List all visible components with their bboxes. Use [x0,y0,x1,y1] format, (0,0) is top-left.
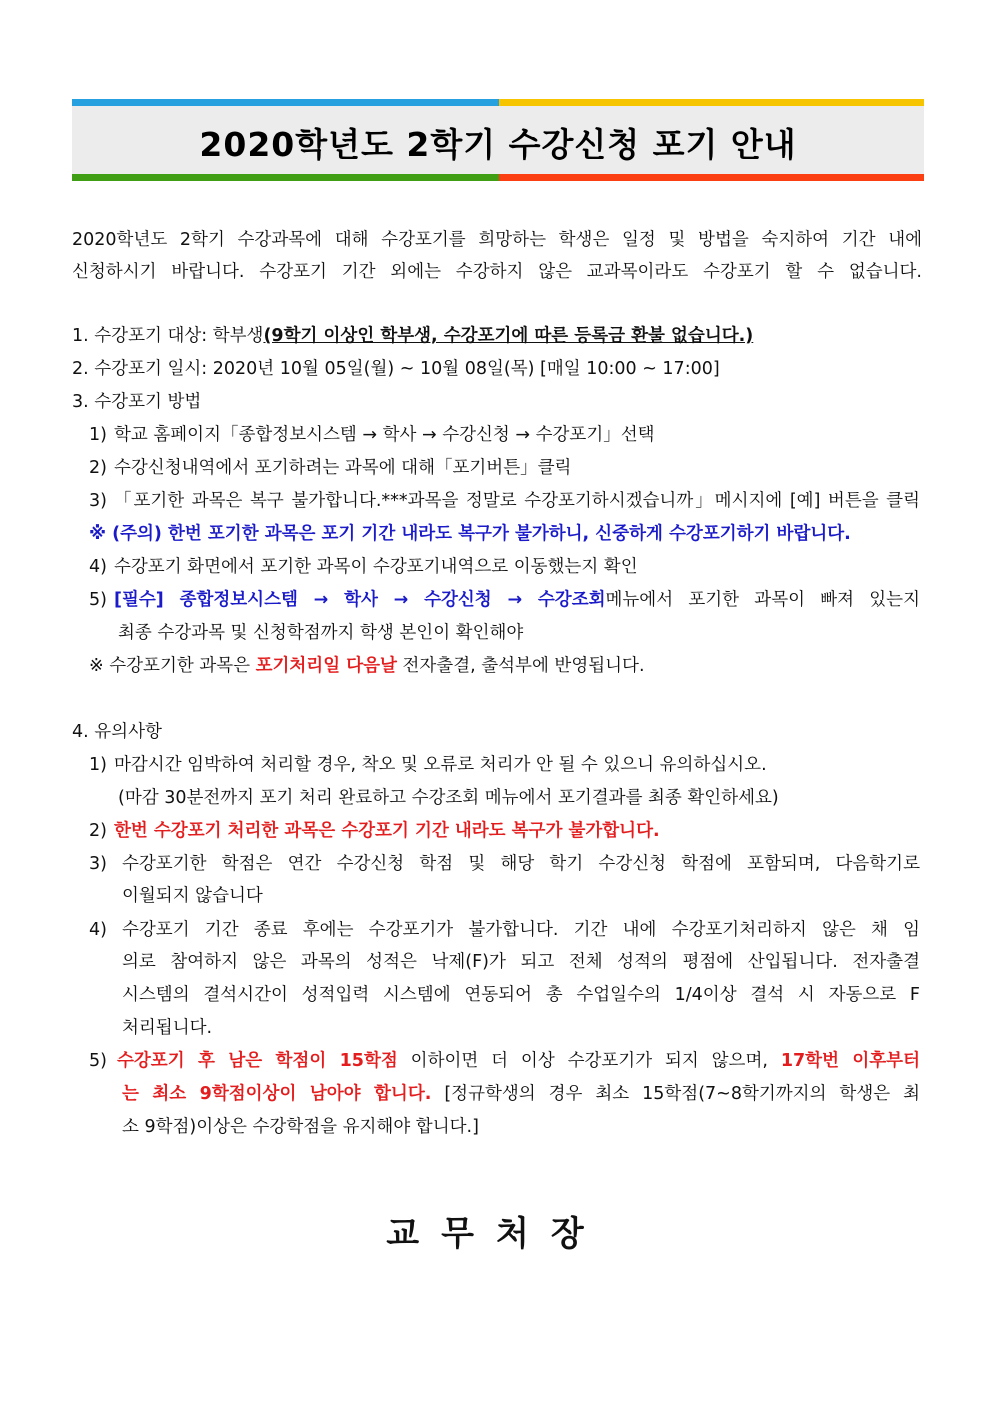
item3-reflect-note [89,654,645,678]
item3-step5-emphasis: [필수] 종합정보시스템 → 학사 → 수강신청 → 수강조회 [114,590,606,610]
note2-pre: ※ 수강포기한 과목은 [89,656,256,676]
item4-n4-line3: 시스템의 결석시간이 성적입력 시스템에 연동되어 총 수업일수의 1/4이상 결석 시 자동으로 F [122,985,920,1005]
title-banner [72,99,924,181]
item4-n4-line2: 의로 참여하지 않은 과목의 성적은 낙제(F)가 되고 전체 성적의 평점에 산입됩니다. 전자출결 [122,952,920,972]
item3-step5-num: 5) [89,590,107,610]
item3-step4: 수강포기 화면에서 포기한 과목이 수강포기내역으로 이동했는지 확인 [114,557,638,577]
item3-step5-line2: 최종 수강과목 및 신청학점까지 학생 본인이 확인해야 [118,623,524,643]
item4-n1-line1: 마감시간 임박하여 처리할 경우, 착오 및 오류로 처리가 안 될 수 있으니 유의하십시오. [114,755,767,775]
item3-step5-rest: 메뉴에서 포기한 과목이 빠져 있는지 [605,590,920,610]
item4-n4-num: 4) [89,920,107,940]
item4-n5-line3: 소 9학점)이상은 수강학점을 유지해야 합니다.] [122,1117,479,1137]
n5-emphasis-1: 수강포기 후 남은 학점이 15학점 [117,1051,398,1071]
item2: 2. 수강포기 일시: 2020년 10월 05일(월) ~ 10월 08일(목) [매일 10:00 ~ 17:00] [72,359,720,379]
item3-step2-num: 2) [89,458,107,478]
item4-n1-num: 1) [89,755,107,775]
item3-step5 [114,588,920,612]
item1-label: 1. 수강포기 대상: 학부생 [72,326,264,346]
item3-step3-num: 3) [89,491,107,511]
item4-n5-num: 5) [89,1051,107,1071]
intro-line-1: 2020학년도 2학기 수강과목에 대해 수강포기를 희망하는 학생은 일정 및 방법을 숙지하여 기간 내에 [72,230,922,250]
n5-emphasis-3: 는 최소 9학점이상이 남아야 합니다. [122,1084,432,1104]
intro-line-2: 신청하시기 바랍니다. 수강포기 기간 외에는 수강하지 않은 교과목이라도 수강포기 할 수 없습니다. [72,262,922,282]
item4-n5-line2 [122,1082,920,1106]
note2-post: 전자출결, 출석부에 반영됩니다. [396,656,645,676]
item4-n4-line4: 처리됩니다. [122,1018,213,1038]
item4-n3-line2: 이월되지 않습니다 [122,886,263,906]
item4-n5-line1 [117,1049,920,1073]
item3-step2: 수강신청내역에서 포기하려는 과목에 대해「포기버튼」클릭 [114,458,572,478]
item4-n3-line1: 수강포기한 학점은 연간 수강신청 학점 및 해당 학기 수강신청 학점에 포함되며, 다음학기로 [122,854,920,874]
item3-label: 3. 수강포기 방법 [72,392,202,412]
item4-label: 4. 유의사항 [72,722,162,742]
item4-n4-line1: 수강포기 기간 종료 후에는 수강포기가 불가합니다. 기간 내에 수강포기처리하지 않은 채 임 [122,920,920,940]
n5-rest: [정규학생의 경우 최소 15학점(7~8학기까지의 학생은 최 [431,1084,920,1104]
note2-emphasis: 포기처리일 다음날 [255,656,397,676]
banner-bar-blue [72,99,499,106]
item3-caution-note: ※ (주의) 한번 포기한 과목은 포기 기간 내라도 복구가 불가하니, 신중하게 수강포기하기 바랍니다. [89,524,851,544]
item1-emphasis: (9학기 이상인 학부생, 수강포기에 따른 등록금 환불 없습니다.) [263,326,754,346]
banner-bar-yellow [499,99,924,106]
item4-n1-line2: (마감 30분전까지 포기 처리 완료하고 수강조회 메뉴에서 포기결과를 최종 확인하세요) [118,788,779,808]
item1 [72,324,753,348]
page-title: 2020학년도 2학기 수강신청 포기 안내 [199,125,797,164]
item3-step4-num: 4) [89,557,107,577]
n5-mid: 이하이면 더 이상 수강포기가 되지 않으며, [397,1051,781,1071]
item3-step1-num: 1) [89,425,107,445]
item3-step1: 학교 홈페이지「종합정보시스템 → 학사 → 수강신청 → 수강포기」선택 [114,425,655,445]
item4-n2: 한번 수강포기 처리한 과목은 수강포기 기간 내라도 복구가 불가합니다. [114,821,660,841]
n5-emphasis-2: 17학번 이후부터 [780,1051,920,1071]
item3-step3: 「포기한 과목은 복구 불가합니다.***과목을 정말로 수강포기하시겠습니까」메시지에 [예] 버튼을 클릭 [114,491,920,511]
banner-bar-green [72,174,499,181]
banner-bar-orange [499,174,924,181]
item4-n3-num: 3) [89,854,107,874]
issuer-signature: 교무처장 [386,1214,606,1254]
item4-n2-num: 2) [89,821,107,841]
